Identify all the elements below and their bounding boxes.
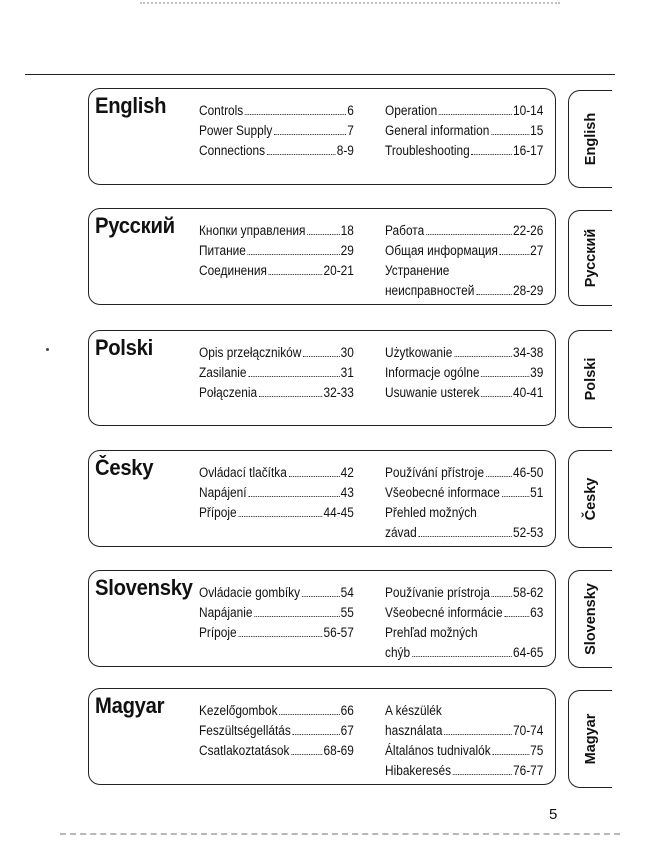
- dot-leader: [259, 396, 323, 397]
- language-tab-magyar[interactable]: [568, 690, 612, 788]
- toc-entry[interactable]: [199, 741, 354, 761]
- header-rule: [25, 74, 615, 75]
- toc-column-right: [385, 701, 543, 781]
- toc-column-left: [199, 463, 354, 523]
- toc-column-right: [385, 463, 543, 543]
- dot-leader: [248, 376, 339, 377]
- toc-entry[interactable]: [199, 221, 354, 241]
- toc-entry-pages: 68-69: [323, 743, 354, 758]
- language-tab-label: Slovensky: [582, 583, 599, 655]
- toc-entry-label: Hibakeresés: [385, 763, 452, 778]
- toc-entry-pages: 75: [530, 743, 544, 758]
- toc-entry-label: závad: [385, 525, 417, 540]
- toc-column-right: [385, 221, 543, 301]
- toc-entry[interactable]: [385, 741, 543, 761]
- toc-entry-label-line: [385, 701, 543, 721]
- toc-entry-label: General information: [385, 123, 490, 138]
- toc-entry[interactable]: [385, 221, 543, 241]
- language-tab-label: Русский: [582, 228, 599, 288]
- toc-entry-label: Устранение: [385, 263, 450, 278]
- toc-entry-pages: 70-74: [513, 723, 544, 738]
- section-slovensky: [88, 570, 556, 667]
- toc-entry-label: Přehled možných: [385, 505, 477, 520]
- toc-entry[interactable]: [199, 141, 354, 161]
- dot-leader: [492, 596, 512, 597]
- toc-entry-label: Operation: [385, 103, 438, 118]
- toc-entry-pages: 46-50: [513, 465, 544, 480]
- toc-column-left: [199, 343, 354, 403]
- section-cesky: [88, 450, 556, 547]
- toc-entry-label: Opis przełączników: [199, 345, 302, 360]
- toc-entry[interactable]: [199, 261, 354, 281]
- toc-entry[interactable]: [199, 483, 354, 503]
- toc-entry-label: chýb: [385, 645, 411, 660]
- toc-entry[interactable]: [199, 583, 354, 603]
- toc-entry[interactable]: [199, 383, 354, 403]
- toc-entry-label: Informacje ogólne: [385, 365, 480, 380]
- toc-entry[interactable]: [199, 343, 354, 363]
- dot-leader: [274, 134, 346, 135]
- toc-entry[interactable]: [385, 761, 543, 781]
- toc-column-right: [385, 583, 543, 663]
- toc-entry-label: A készülék: [385, 703, 442, 718]
- toc-entry-label: Napájení: [199, 485, 247, 500]
- toc-entry[interactable]: [385, 463, 543, 483]
- dot-leader: [418, 536, 512, 537]
- scan-artifact-bottom: [60, 833, 620, 839]
- toc-entry[interactable]: [385, 363, 543, 383]
- dot-leader: [454, 356, 512, 357]
- toc-entry[interactable]: [385, 141, 543, 161]
- dot-leader: [245, 114, 346, 115]
- toc-entry-pages: 58-62: [513, 585, 544, 600]
- section-magyar: [88, 688, 556, 785]
- toc-entry-pages: 6: [347, 103, 354, 118]
- toc-entry-pages: 29: [340, 243, 354, 258]
- toc-entry-label: Feszültségellátás: [199, 723, 291, 738]
- toc-entry-pages: 52-53: [513, 525, 544, 540]
- toc-entry-pages: 8-9: [336, 143, 354, 158]
- toc-entry-label: Prehľad možných: [385, 625, 478, 640]
- toc-entry-pages: 54: [340, 585, 354, 600]
- toc-entry-pages: 63: [530, 605, 544, 620]
- section-title: Magyar: [95, 693, 165, 718]
- toc-column-left: [199, 583, 354, 643]
- toc-entry-label: Usuwanie usterek: [385, 385, 480, 400]
- dot-leader: [504, 616, 529, 617]
- dot-leader: [500, 254, 530, 255]
- toc-entry-label: Troubleshooting: [385, 143, 470, 158]
- dot-leader: [439, 114, 512, 115]
- toc-entry-label: Napájanie: [199, 605, 253, 620]
- section-title: English: [95, 93, 167, 118]
- dot-leader: [481, 376, 529, 377]
- section-title: Slovensky: [95, 575, 193, 600]
- toc-entry-pages: 64-65: [513, 645, 544, 660]
- language-tab-cesky[interactable]: [568, 450, 612, 548]
- toc-entry-label: Connections: [199, 143, 266, 158]
- section-title: Polski: [95, 335, 153, 360]
- language-tab-label: Polski: [582, 357, 599, 401]
- section-русскии: [88, 208, 556, 305]
- toc-column-left: [199, 101, 354, 161]
- toc-entry-label-line: [385, 623, 543, 643]
- toc-entry-label: Controls: [199, 103, 244, 118]
- toc-entry-pages: 66: [340, 703, 354, 718]
- toc-entry-label: Power Supply: [199, 123, 273, 138]
- language-tab-english[interactable]: [568, 90, 612, 188]
- dot-leader: [293, 734, 340, 735]
- dot-leader: [279, 714, 339, 715]
- dot-leader: [502, 496, 530, 497]
- toc-entry[interactable]: [385, 241, 543, 261]
- toc-entry[interactable]: [199, 623, 354, 643]
- toc-entry-pages: 44-45: [323, 505, 354, 520]
- toc-entry-label: Používanie prístroja: [385, 585, 490, 600]
- toc-entry[interactable]: [199, 101, 354, 121]
- toc-entry-pages: 15: [530, 123, 544, 138]
- toc-entry-pages: 34-38: [513, 345, 544, 360]
- toc-entry[interactable]: [199, 463, 354, 483]
- toc-entry-pages: 27: [530, 243, 544, 258]
- toc-entry-label: Zasilanie: [199, 365, 247, 380]
- section-polski: [88, 330, 556, 426]
- language-tab-label: Česky: [582, 477, 599, 521]
- section-title: Русский: [95, 213, 175, 238]
- toc-entry-label: Соединения: [199, 263, 267, 278]
- toc-entry-pages: 7: [347, 123, 354, 138]
- toc-entry-pages: 28-29: [513, 283, 544, 298]
- toc-entry[interactable]: [199, 701, 354, 721]
- toc-entry-label: Użytkowanie: [385, 345, 453, 360]
- toc-entry-label: Питание: [199, 243, 246, 258]
- toc-entry[interactable]: [385, 343, 543, 363]
- toc-entry-label: Ovládacie gombíky: [199, 585, 301, 600]
- language-tab-slovensky[interactable]: [568, 570, 612, 668]
- dot-leader: [453, 774, 512, 775]
- dot-leader: [426, 234, 512, 235]
- toc-entry[interactable]: [385, 603, 543, 623]
- toc-entry[interactable]: [199, 603, 354, 623]
- toc-entry-pages: 51: [530, 485, 544, 500]
- toc-entry[interactable]: [385, 281, 543, 301]
- toc-entry-pages: 55: [340, 605, 354, 620]
- dot-leader: [307, 234, 340, 235]
- toc-column-left: [199, 221, 354, 281]
- toc-entry-label: Přípoje: [199, 505, 237, 520]
- language-tab-русскии[interactable]: [568, 210, 612, 306]
- dot-leader: [291, 754, 322, 755]
- dot-leader: [267, 154, 336, 155]
- toc-entry[interactable]: [385, 583, 543, 603]
- toc-entry-label: Všeobecné informace: [385, 485, 500, 500]
- dot-leader: [238, 516, 322, 517]
- language-tab-label: Magyar: [582, 713, 599, 765]
- toc-entry-pages: 32-33: [323, 385, 354, 400]
- dot-leader: [491, 134, 529, 135]
- dot-leader: [486, 476, 512, 477]
- toc-entry[interactable]: [385, 483, 543, 503]
- toc-entry[interactable]: [199, 121, 354, 141]
- dot-leader: [472, 154, 513, 155]
- toc-entry-pages: 31: [340, 365, 354, 380]
- toc-entry-label: неисправностей: [385, 283, 475, 298]
- toc-entry-pages: 56-57: [323, 625, 354, 640]
- toc-entry[interactable]: [385, 101, 543, 121]
- toc-entry[interactable]: [199, 721, 354, 741]
- dot-leader: [254, 616, 340, 617]
- dot-leader: [238, 636, 322, 637]
- dot-leader: [248, 496, 339, 497]
- toc-entry[interactable]: [199, 363, 354, 383]
- toc-entry-label: Połączenia: [199, 385, 258, 400]
- toc-entry[interactable]: [199, 241, 354, 261]
- toc-entry-pages: 16-17: [513, 143, 544, 158]
- toc-entry-pages: 43: [340, 485, 354, 500]
- toc-column-right: [385, 101, 543, 161]
- dot-leader: [248, 254, 340, 255]
- toc-entry[interactable]: [385, 643, 543, 663]
- toc-entry[interactable]: [385, 721, 543, 741]
- toc-entry[interactable]: [385, 121, 543, 141]
- toc-entry-pages: 30: [340, 345, 354, 360]
- dot-leader: [476, 294, 512, 295]
- language-tab-polski[interactable]: [568, 330, 612, 428]
- toc-entry-label: Kezelőgombok: [199, 703, 278, 718]
- toc-entry[interactable]: [199, 503, 354, 523]
- toc-entry-label: használata: [385, 723, 443, 738]
- toc-entry-label-line: [385, 261, 543, 281]
- toc-entry[interactable]: [385, 383, 543, 403]
- dot-leader: [444, 734, 512, 735]
- toc-entry-pages: 10-14: [513, 103, 544, 118]
- toc-entry-label: Általános tudnivalók: [385, 743, 491, 758]
- page-number: 5: [549, 806, 558, 823]
- section-title: Česky: [95, 455, 154, 480]
- toc-entry-label: Кнопки управления: [199, 223, 306, 238]
- language-tab-label: English: [582, 112, 599, 166]
- toc-entry[interactable]: [385, 523, 543, 543]
- dot-leader: [269, 274, 323, 275]
- toc-entry-label: Работа: [385, 223, 425, 238]
- dot-leader: [492, 754, 529, 755]
- toc-entry-pages: 40-41: [513, 385, 544, 400]
- toc-column-left: [199, 701, 354, 761]
- toc-entry-pages: 76-77: [513, 763, 544, 778]
- toc-entry-label: Používání přístroje: [385, 465, 485, 480]
- toc-entry-pages: 39: [530, 365, 544, 380]
- dot-leader: [481, 396, 512, 397]
- dot-leader: [302, 596, 340, 597]
- toc-entry-pages: 20-21: [323, 263, 354, 278]
- dot-leader: [303, 356, 340, 357]
- toc-column-right: [385, 343, 543, 403]
- toc-entry-pages: 67: [340, 723, 354, 738]
- toc-entry-pages: 18: [340, 223, 354, 238]
- section-english: [88, 88, 556, 185]
- toc-entry-label: Všeobecné informácie: [385, 605, 503, 620]
- toc-entry-label: Общая информация: [385, 243, 498, 258]
- toc-entry-label-line: [385, 503, 543, 523]
- dot-leader: [412, 656, 512, 657]
- toc-entry-label: Csatlakoztatások: [199, 743, 290, 758]
- scan-speck: [46, 348, 49, 351]
- toc-entry-label: Prípoje: [199, 625, 237, 640]
- toc-entry-label: Ovládací tlačítka: [199, 465, 287, 480]
- toc-entry-pages: 42: [340, 465, 354, 480]
- toc-entry-pages: 22-26: [513, 223, 544, 238]
- dot-leader: [289, 476, 340, 477]
- scan-artifact-top: [140, 2, 560, 12]
